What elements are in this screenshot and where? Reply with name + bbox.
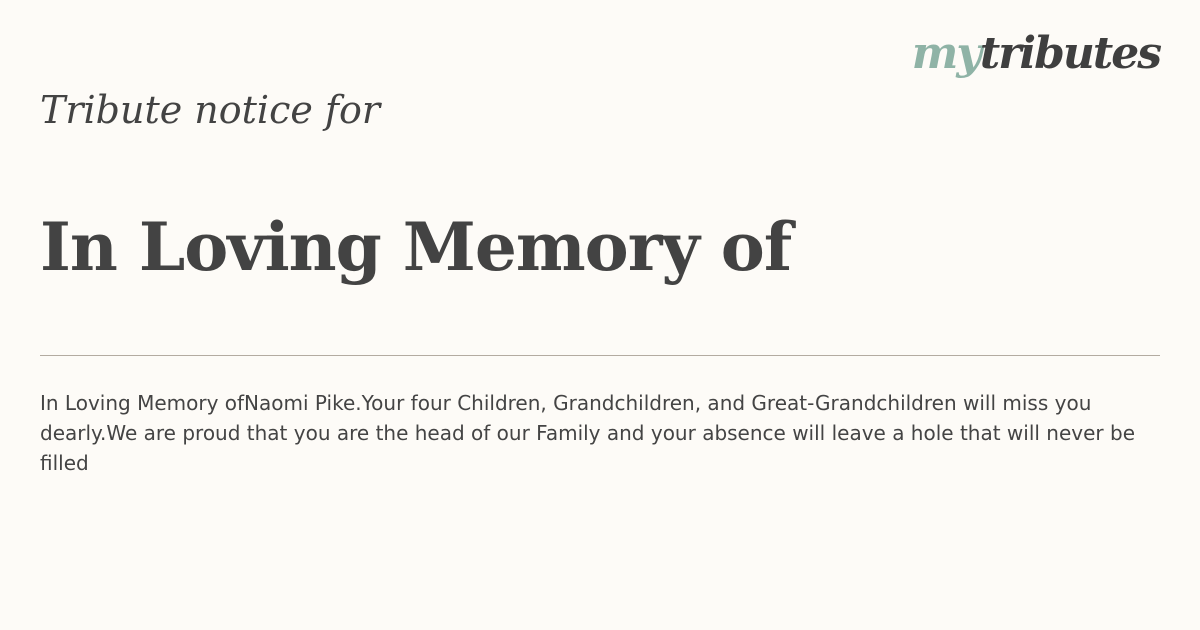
logo-suffix: tributes [979,28,1160,79]
mytributes-logo[interactable] [911,28,1160,79]
logo-prefix: my [911,28,980,79]
notice-subtitle: Tribute notice for [40,88,381,132]
notice-headline: In Loving Memory of [40,208,792,286]
section-divider [40,355,1160,356]
tribute-message: In Loving Memory ofNaomi Pike.Your four Children, Grandchildren, and Great-Grandchildren will miss you dearly.We are proud that you are the head of our Family and your absence will leave a hole that will never be filled [40,391,1135,475]
